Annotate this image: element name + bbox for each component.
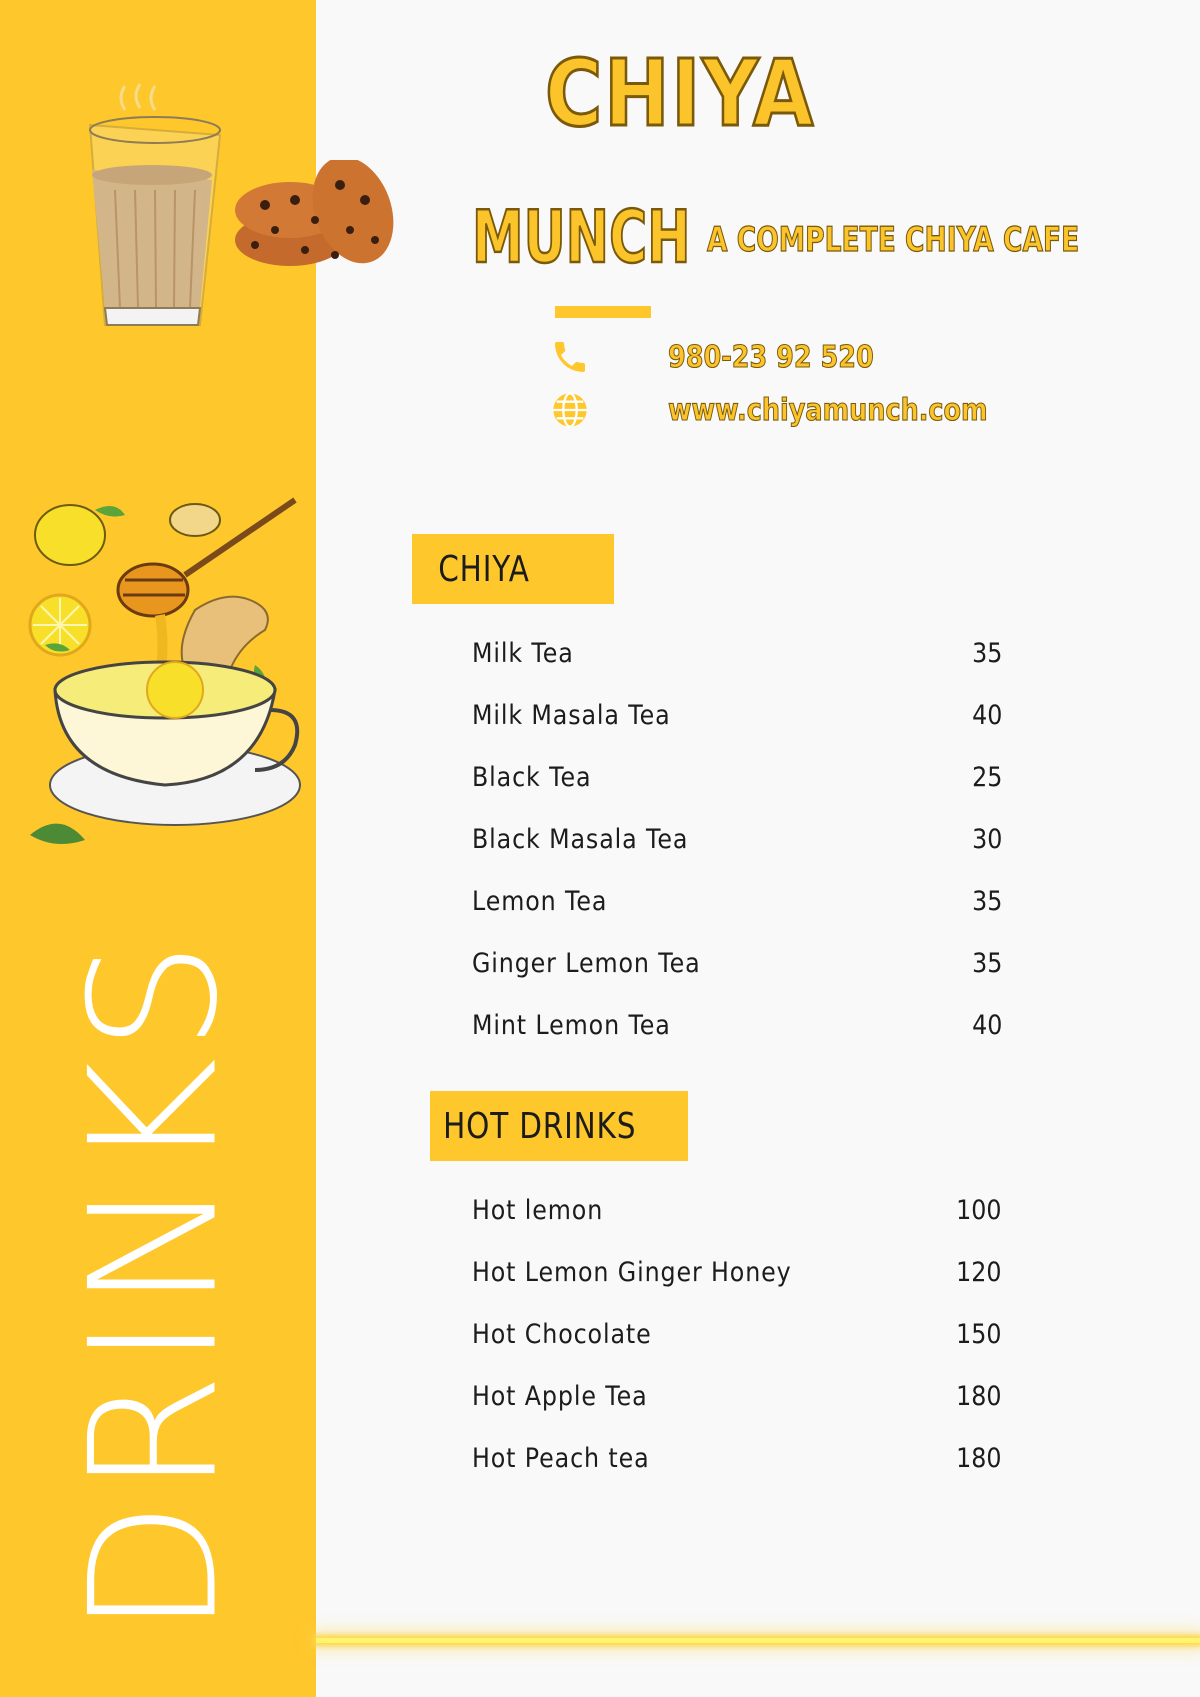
item-price: 25 xyxy=(971,761,1002,793)
lemon-ginger-honey-tea-illustration xyxy=(25,490,305,860)
item-price: 150 xyxy=(956,1318,1002,1350)
brand-tagline: A COMPLETE CHIYA CAFE xyxy=(707,220,1080,260)
menu-item xyxy=(472,870,1002,932)
website-link[interactable]: www.chiyamunch.com xyxy=(668,392,988,428)
item-name: Hot Lemon Ginger Honey xyxy=(472,1256,792,1288)
item-price: 180 xyxy=(956,1442,1002,1474)
menu-item xyxy=(472,932,1002,994)
menu-item xyxy=(472,1427,1002,1489)
item-price: 100 xyxy=(956,1194,1002,1226)
header-divider xyxy=(555,306,651,318)
phone-icon xyxy=(550,337,590,377)
item-name: Hot Chocolate xyxy=(472,1318,652,1350)
item-price: 40 xyxy=(971,1009,1002,1041)
sidebar-panel xyxy=(0,0,316,1697)
item-name: Black Tea xyxy=(472,761,592,793)
menu-item xyxy=(472,622,1002,684)
item-price: 35 xyxy=(971,885,1002,917)
chai-glass-illustration xyxy=(80,80,230,340)
item-name: Hot lemon xyxy=(472,1194,604,1226)
item-name: Hot Apple Tea xyxy=(472,1380,648,1412)
brand-subtitle: MUNCH xyxy=(472,195,691,279)
phone-number[interactable]: 980-23 92 520 xyxy=(668,339,874,375)
item-name: Lemon Tea xyxy=(472,885,608,917)
item-name: Ginger Lemon Tea xyxy=(472,947,701,979)
menu-list-hot-drinks xyxy=(472,1179,1002,1489)
menu-item xyxy=(472,746,1002,808)
section-title: HOT DRINKS xyxy=(443,1105,637,1147)
drinks-vertical-label: DRINKS xyxy=(53,934,257,1636)
section-header-chiya xyxy=(412,534,614,604)
item-price: 180 xyxy=(956,1380,1002,1412)
item-name: Milk Tea xyxy=(472,637,574,669)
globe-icon xyxy=(550,390,590,430)
item-price: 35 xyxy=(971,947,1002,979)
phone-row xyxy=(550,337,910,377)
item-name: Black Masala Tea xyxy=(472,823,689,855)
section-title: CHIYA xyxy=(438,548,530,590)
item-name: Milk Masala Tea xyxy=(472,699,671,731)
item-name: Mint Lemon Tea xyxy=(472,1009,671,1041)
menu-list-chiya xyxy=(472,622,1002,1056)
menu-item xyxy=(472,1303,1002,1365)
item-price: 35 xyxy=(971,637,1002,669)
menu-item xyxy=(472,1241,1002,1303)
item-price: 120 xyxy=(956,1256,1002,1288)
menu-item xyxy=(472,1179,1002,1241)
brand-title: CHIYA xyxy=(545,40,816,147)
section-header-hot-drinks xyxy=(430,1091,688,1161)
website-row xyxy=(550,390,1044,430)
footer-glow-divider xyxy=(316,1638,1200,1643)
item-price: 40 xyxy=(971,699,1002,731)
menu-item xyxy=(472,1365,1002,1427)
menu-item xyxy=(472,994,1002,1056)
menu-item xyxy=(472,684,1002,746)
item-price: 30 xyxy=(971,823,1002,855)
item-name: Hot Peach tea xyxy=(472,1442,650,1474)
menu-item xyxy=(472,808,1002,870)
cookies-illustration xyxy=(235,160,400,275)
